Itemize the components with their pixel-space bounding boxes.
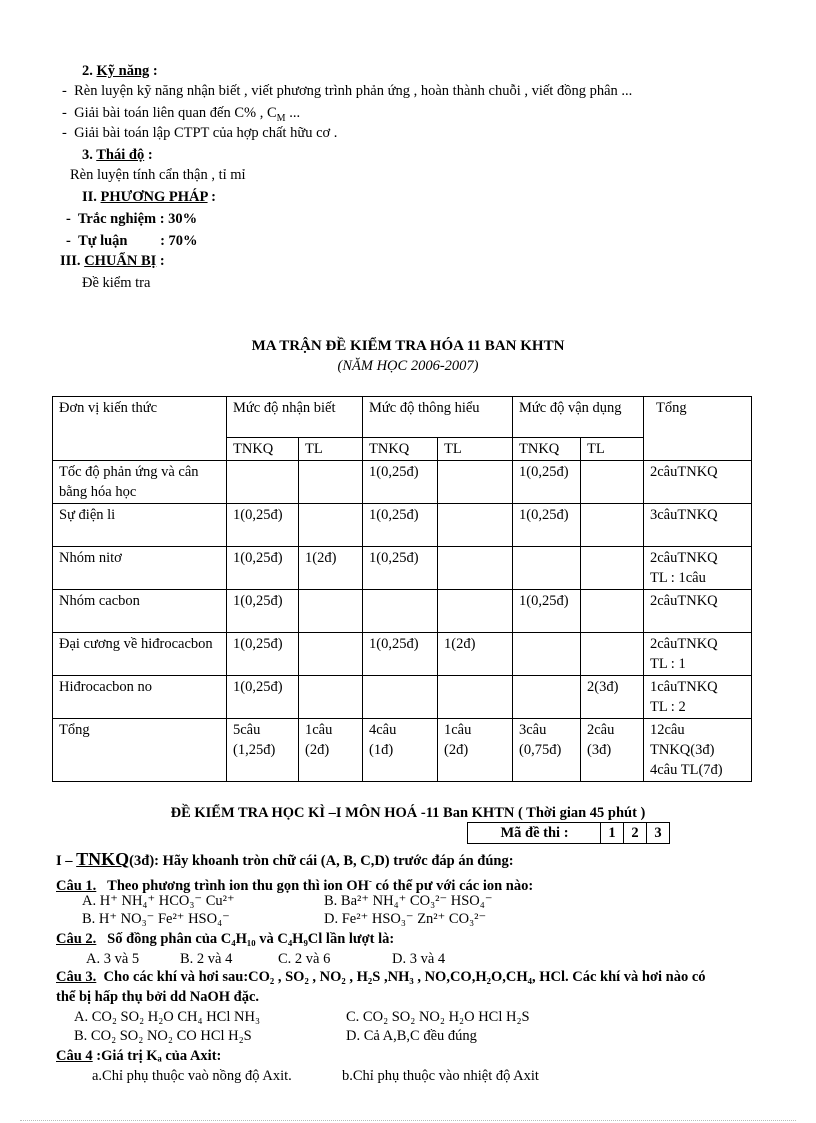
table-cell: 1(0,25đ) bbox=[227, 676, 299, 719]
table-row bbox=[53, 504, 752, 547]
q3-option-d[interactable]: D. Cả A,B,C đều đúng bbox=[346, 1028, 477, 1044]
table-cell: 1(0,25đ) bbox=[227, 633, 299, 676]
table-cell: 1(0,25đ) bbox=[513, 590, 581, 633]
skills-item-2: - Giải bài toán liên quan đến C% , $C_M$ ... bbox=[62, 105, 301, 124]
table-row bbox=[53, 676, 752, 719]
page-bottom-divider bbox=[20, 1120, 796, 1121]
q1-option-d[interactable]: D. Fe²⁺ HSO₃⁻ Zn²⁺ CO₃²⁻ bbox=[324, 911, 487, 927]
part-heading: I – TNKQ(3đ): Hãy khoanh tròn chữ cái (A, B, C,D) trước đáp án đúng: bbox=[56, 849, 514, 869]
q1-option-a[interactable]: A. H⁺ NH₄⁺ HCO₃⁻ Cu²⁺ bbox=[82, 893, 235, 909]
question-4: Câu 4 :Giá trị Kₐ của Axit: bbox=[56, 1048, 222, 1064]
exam-code-digit: 2 bbox=[623, 822, 647, 844]
q2-option-d[interactable]: D. 3 và 4 bbox=[392, 951, 446, 967]
table-cell bbox=[363, 590, 438, 633]
header-unit: Đơn vị kiến thức bbox=[53, 397, 227, 461]
subheader-cell: TL bbox=[581, 438, 644, 461]
knowledge-matrix-table bbox=[52, 396, 752, 782]
cm-subscript: M bbox=[276, 112, 286, 124]
table-cell: 2câuTNKQ TL : 1 bbox=[644, 633, 752, 676]
subheader-cell: TNKQ bbox=[227, 438, 299, 461]
table-cell: 5câu (1,25đ) bbox=[227, 719, 299, 782]
table-cell bbox=[581, 461, 644, 504]
table-total-row bbox=[53, 719, 752, 782]
table-cell: 1(2đ) bbox=[299, 547, 363, 590]
skills-heading bbox=[82, 62, 158, 80]
method-item-1: - Trắc nghiệm : 30% bbox=[66, 211, 198, 227]
header-application: Mức độ vận dụng bbox=[513, 397, 644, 438]
table-cell bbox=[581, 504, 644, 547]
table-row bbox=[53, 547, 752, 590]
table-cell: Nhóm cacbon bbox=[53, 590, 227, 633]
table-cell: Hiđrocacbon no bbox=[53, 676, 227, 719]
table-cell bbox=[227, 461, 299, 504]
table-cell: 1(0,25đ) bbox=[513, 461, 581, 504]
table-cell bbox=[438, 590, 513, 633]
table-cell: 2câuTNKQ TL : 1câu bbox=[644, 547, 752, 590]
table-cell: Đại cương về hiđrocacbon bbox=[53, 633, 227, 676]
subheader-cell: TNKQ bbox=[513, 438, 581, 461]
table-row bbox=[53, 461, 752, 504]
table-header-row bbox=[53, 397, 752, 438]
table-cell bbox=[581, 633, 644, 676]
table-cell bbox=[299, 590, 363, 633]
q3-option-c[interactable]: C. CO₂ SO₂ NO₂ H₂O HCl H₂S bbox=[346, 1009, 530, 1025]
table-cell: 1(0,25đ) bbox=[227, 547, 299, 590]
table-cell bbox=[438, 504, 513, 547]
attitude-text: Rèn luyện tính cẩn thận , tỉ mỉ bbox=[70, 167, 246, 183]
skills-item-1: - Rèn luyện kỹ năng nhận biết , viết phương trình phản ứng , hoàn thành chuỗi , viết đồng phân ... bbox=[62, 83, 633, 99]
q1-option-b[interactable]: B. Ba²⁺ NH₄⁺ CO₃²⁻ HSO₄⁻ bbox=[324, 893, 493, 909]
q2-option-c[interactable]: C. 2 và 6 bbox=[278, 951, 331, 967]
table-row bbox=[53, 590, 752, 633]
table-cell: 1(0,25đ) bbox=[513, 504, 581, 547]
exam-title: ĐỀ KIỂM TRA HỌC KÌ –I MÔN HOÁ -11 Ban KHTN ( Thời gian 45 phút ) bbox=[170, 805, 646, 821]
table-cell: 4câu (1đ) bbox=[363, 719, 438, 782]
question-3-cont: thể bị hấp thụ bởi dd NaOH đặc. bbox=[56, 989, 260, 1005]
table-cell bbox=[513, 633, 581, 676]
question-3: Câu 3. Cho các khí và hơi sau:CO₂ , SO₂ , NO₂ , H₂S ,NH₃ , NO,CO,H₂O,CH₄, HCl. Các khí và hơi nào có bbox=[56, 969, 706, 985]
table-cell: Sự điện li bbox=[53, 504, 227, 547]
table-cell: 1(0,25đ) bbox=[363, 547, 438, 590]
table-cell: 3câu (0,75đ) bbox=[513, 719, 581, 782]
exam-code-digit: 1 bbox=[600, 822, 624, 844]
exam-code-label: Mã đề thi : bbox=[467, 822, 601, 844]
matrix-subtitle: (NĂM HỌC 2006-2007) bbox=[337, 358, 479, 374]
table-cell: 1(0,25đ) bbox=[363, 461, 438, 504]
q4-option-a[interactable]: a.Chỉ phụ thuộc vaò nồng độ Axit. bbox=[92, 1068, 292, 1084]
table-cell bbox=[363, 676, 438, 719]
skills-heading-colon: : bbox=[149, 63, 158, 79]
method-heading: II. PHƯƠNG PHÁP : bbox=[82, 189, 217, 205]
skills-heading-text: Kỹ năng bbox=[96, 63, 150, 79]
table-cell: Tốc độ phản ứng và cân bằng hóa học bbox=[53, 461, 227, 504]
table-row bbox=[53, 633, 752, 676]
table-cell: 3câuTNKQ bbox=[644, 504, 752, 547]
question-2: Câu 2. Số đồng phân của C₄H₁₀ và C₄H₉Cl lần lượt là: bbox=[56, 931, 395, 947]
method-item-2: - Tự luận : 70% bbox=[66, 233, 198, 249]
prep-heading: III. CHUẨN BỊ : bbox=[60, 253, 165, 269]
q3-option-a[interactable]: A. CO₂ SO₂ H₂O CH₄ HCl NH₃ bbox=[74, 1009, 261, 1025]
subheader-cell: TL bbox=[299, 438, 363, 461]
question-1: Câu 1. Theo phương trình ion thu gọn thì ion OH- có thể pư với các ion nào: bbox=[56, 876, 534, 894]
table-cell: 1(0,25đ) bbox=[363, 633, 438, 676]
subheader-cell: TNKQ bbox=[363, 438, 438, 461]
table-cell bbox=[513, 676, 581, 719]
table-cell: 2(3đ) bbox=[581, 676, 644, 719]
header-understanding: Mức độ thông hiểu bbox=[363, 397, 513, 438]
table-cell: 1câuTNKQ TL : 2 bbox=[644, 676, 752, 719]
table-cell: 12câu TNKQ(3đ) 4câu TL(7đ) bbox=[644, 719, 752, 782]
table-cell bbox=[581, 547, 644, 590]
matrix-title: MA TRẬN ĐỀ KIỂM TRA HÓA 11 BAN KHTN bbox=[251, 338, 565, 354]
skills-item-3: - Giải bài toán lập CTPT của hợp chất hữu cơ . bbox=[62, 125, 338, 141]
table-cell bbox=[581, 590, 644, 633]
q1-option-c[interactable]: B. H⁺ NO₃⁻ Fe²⁺ HSO₄⁻ bbox=[82, 911, 230, 927]
table-cell: 1(2đ) bbox=[438, 633, 513, 676]
table-cell: 2câuTNKQ bbox=[644, 461, 752, 504]
exam-code-digit: 3 bbox=[646, 822, 670, 844]
q2-option-a[interactable]: A. 3 và 5 bbox=[86, 951, 140, 967]
q2-option-b[interactable]: B. 2 và 4 bbox=[180, 951, 233, 967]
header-total: Tổng bbox=[644, 397, 752, 461]
attitude-heading: 3. Thái độ : bbox=[82, 147, 153, 163]
subheader-cell: TL bbox=[438, 438, 513, 461]
skills-heading-num: 2. bbox=[82, 63, 93, 79]
table-cell bbox=[299, 676, 363, 719]
table-cell bbox=[299, 461, 363, 504]
table-cell bbox=[438, 676, 513, 719]
table-cell: Tổng bbox=[53, 719, 227, 782]
table-cell bbox=[438, 547, 513, 590]
table-cell: 1(0,25đ) bbox=[227, 590, 299, 633]
table-cell: 2câuTNKQ bbox=[644, 590, 752, 633]
prep-text: Đề kiểm tra bbox=[82, 275, 151, 291]
table-cell: 1(0,25đ) bbox=[363, 504, 438, 547]
table-cell: 1câu (2đ) bbox=[299, 719, 363, 782]
table-cell bbox=[299, 504, 363, 547]
q4-option-b[interactable]: b.Chỉ phụ thuộc vào nhiệt độ Axit bbox=[342, 1068, 539, 1084]
table-cell bbox=[513, 547, 581, 590]
table-cell: 1câu (2đ) bbox=[438, 719, 513, 782]
table-cell: 2câu (3đ) bbox=[581, 719, 644, 782]
table-cell: 1(0,25đ) bbox=[227, 504, 299, 547]
header-recognition: Mức độ nhận biết bbox=[227, 397, 363, 438]
table-cell: Nhóm nitơ bbox=[53, 547, 227, 590]
q3-option-b[interactable]: B. CO₂ SO₂ NO₂ CO HCl H₂S bbox=[74, 1028, 252, 1044]
table-cell bbox=[438, 461, 513, 504]
table-cell bbox=[299, 633, 363, 676]
